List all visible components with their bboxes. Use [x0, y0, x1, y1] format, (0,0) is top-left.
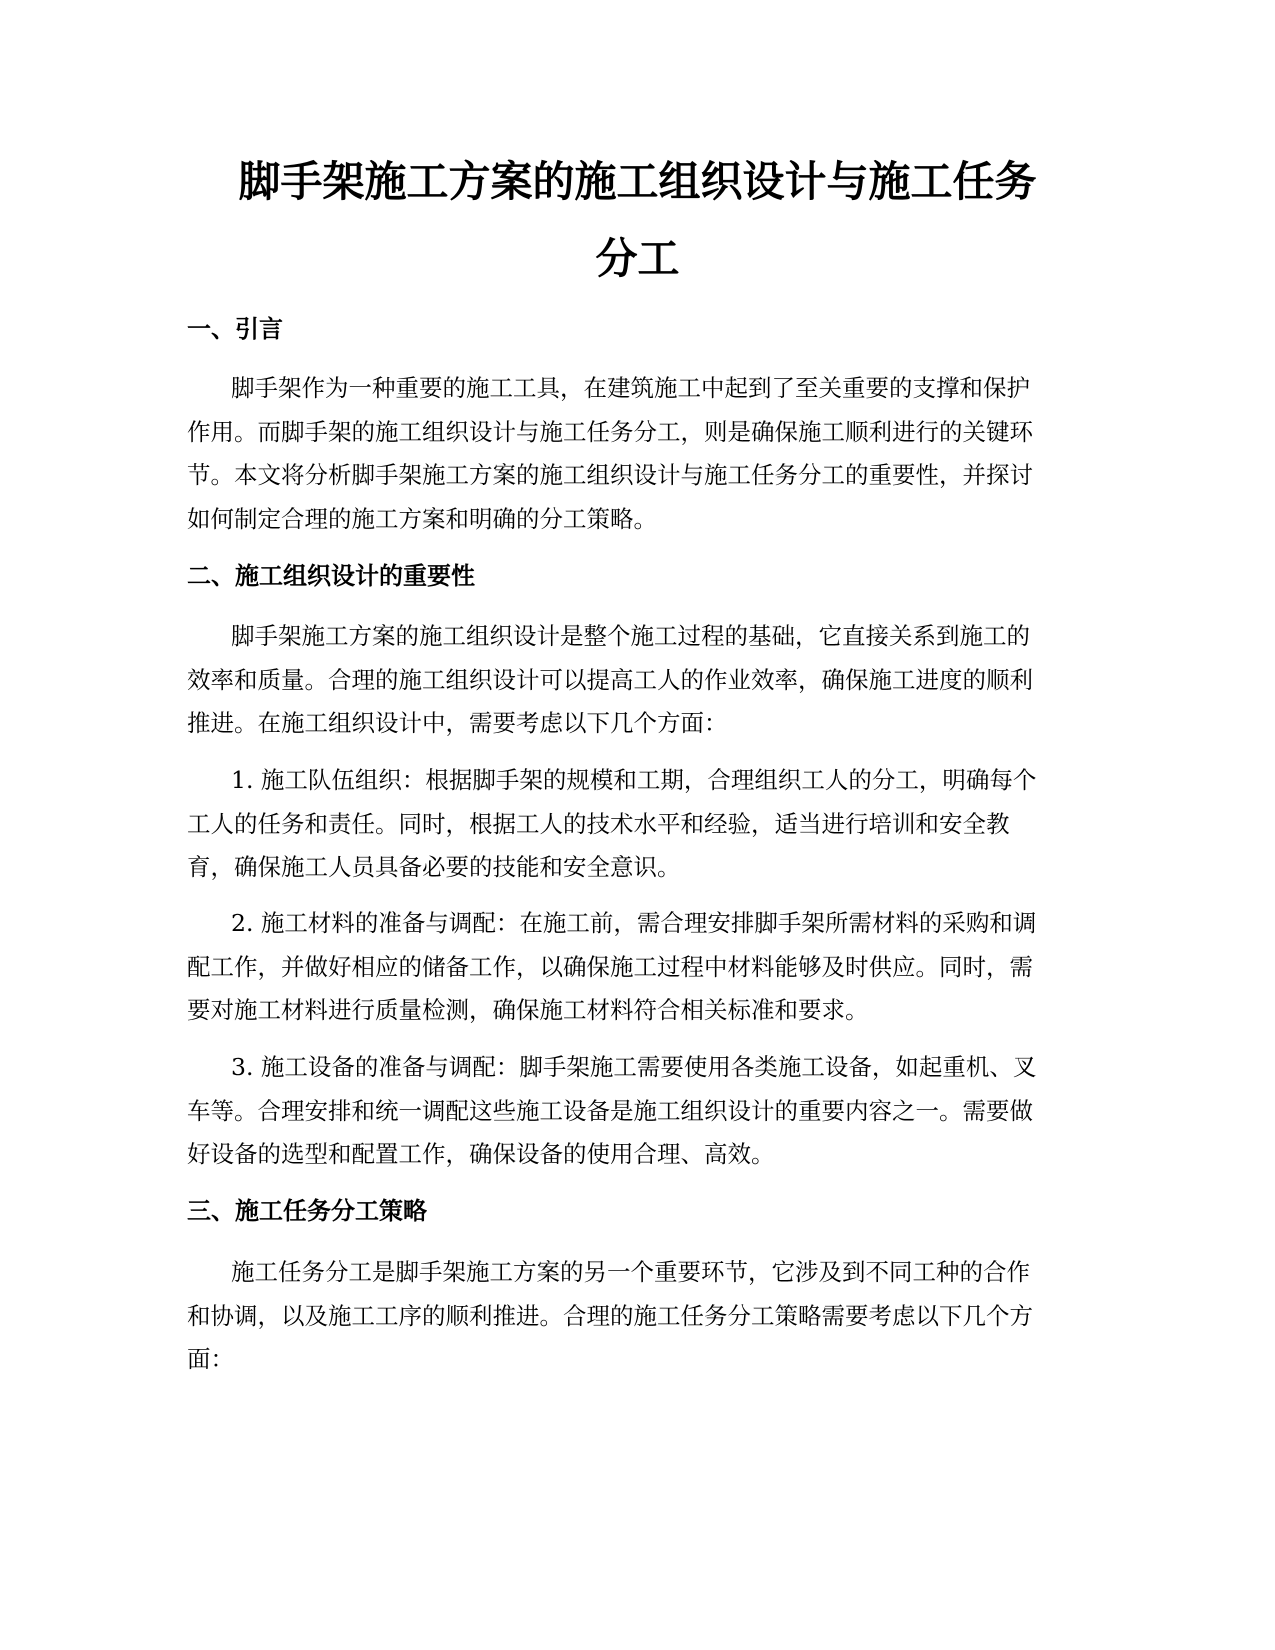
document-title-line-1: 脚手架施工方案的施工组织设计与施工任务	[238, 157, 1037, 206]
paragraph-line: 工人的任务和责任。同时，根据工人的技术水平和经验，适当进行培训和安全教	[187, 809, 1010, 838]
paragraph-line: 1. 施工队伍组织：根据脚手架的规模和工期，合理组织工人的分工，明确每个	[231, 766, 1037, 794]
section-heading-introduction: 一、引言	[187, 315, 283, 343]
paragraph-line: 车等。合理安排和统一调配这些施工设备是施工组织设计的重要内容之一。需要做	[187, 1096, 1033, 1125]
paragraph-organization-intro	[187, 615, 1087, 746]
paragraph-line: 推进。在施工组织设计中，需要考虑以下几个方面：	[187, 709, 728, 737]
list-item-team-organization	[187, 759, 1087, 890]
paragraph-line: 作用。而脚手架的施工组织设计与施工任务分工，则是确保施工顺利进行的关键环	[187, 417, 1033, 446]
paragraph-line: 配工作，并做好相应的储备工作，以确保施工过程中材料能够及时供应。同时，需	[187, 952, 1033, 981]
paragraph-line: 3. 施工设备的准备与调配：脚手架施工需要使用各类施工设备，如起重机、叉	[231, 1053, 1037, 1081]
section-heading-organization-importance: 二、施工组织设计的重要性	[187, 562, 475, 590]
paragraph-line: 节。本文将分析脚手架施工方案的施工组织设计与施工任务分工的重要性，并探讨	[187, 461, 1033, 489]
paragraph-line: 好设备的选型和配置工作，确保设备的使用合理、高效。	[187, 1140, 775, 1168]
section-heading-task-division: 三、施工任务分工策略	[187, 1197, 427, 1225]
paragraph-task-division	[187, 1251, 1087, 1382]
paragraph-line: 面：	[187, 1345, 234, 1373]
document-title-line-2: 分工	[595, 234, 680, 283]
list-item-materials	[187, 902, 1087, 1033]
paragraph-line: 脚手架施工方案的施工组织设计是整个施工过程的基础，它直接关系到施工的	[231, 622, 1030, 650]
paragraph-line: 育，确保施工人员具备必要的技能和安全意识。	[187, 853, 681, 881]
paragraph-line: 如何制定合理的施工方案和明确的分工策略。	[187, 504, 657, 533]
paragraph-line: 脚手架作为一种重要的施工工具，在建筑施工中起到了至关重要的支撑和保护	[231, 374, 1030, 402]
paragraph-line: 效率和质量。合理的施工组织设计可以提高工人的作业效率，确保施工进度的顺利	[187, 665, 1033, 694]
list-item-equipment	[187, 1046, 1087, 1177]
paragraph-line: 施工任务分工是脚手架施工方案的另一个重要环节，它涉及到不同工种的合作	[231, 1258, 1030, 1286]
paragraph-introduction	[187, 367, 1087, 541]
paragraph-line: 和协调，以及施工工序的顺利推进。合理的施工任务分工策略需要考虑以下几个方	[187, 1301, 1033, 1330]
paragraph-line: 要对施工材料进行质量检测，确保施工材料符合相关标准和要求。	[187, 996, 869, 1024]
paragraph-line: 2. 施工材料的准备与调配：在施工前，需合理安排脚手架所需材料的采购和调	[231, 909, 1037, 937]
